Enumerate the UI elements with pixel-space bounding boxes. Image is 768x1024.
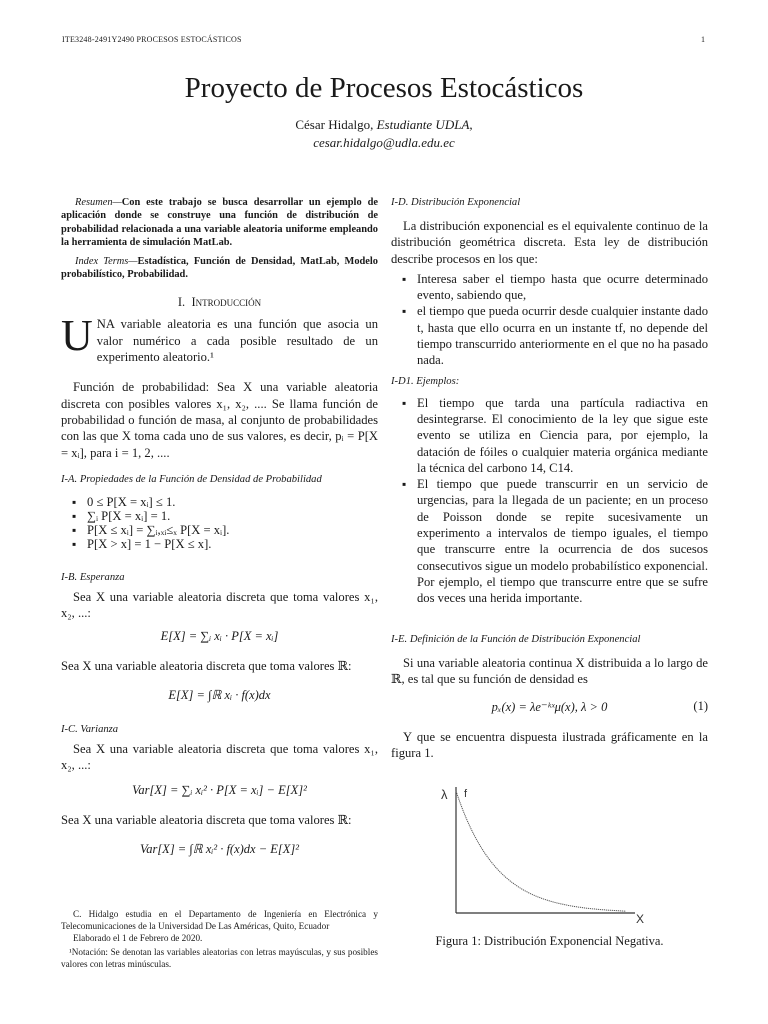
varianza-equation-1: Var[X] = ∑ᵢ xᵢ² · P[X = xᵢ] − E[X]² bbox=[132, 783, 307, 798]
footnote-notation: ¹Notación: Se denotan las variables aleatorias con letras mayúsculas, y sus posibles valores con letras minúsculas. bbox=[61, 947, 378, 969]
f-label: f bbox=[464, 788, 468, 800]
list-item: ▪ el tiempo que pueda ocurrir desde cualquier instante dado t, hasta que ello ocurra en un instante tf, no depende del tiempo transcurrido anteriormente en el que no ha pasado nada. bbox=[397, 303, 708, 368]
footnotes bbox=[61, 908, 378, 970]
list-item: ▪ Interesa saber el tiempo hasta que ocurre determinado evento, sabiendo que, bbox=[397, 271, 708, 304]
subsection-heading-IC: I-C. Varianza bbox=[61, 723, 119, 735]
ejemplos-list bbox=[397, 395, 708, 607]
exponential-curve bbox=[456, 791, 626, 911]
subsection-heading-ID: I-D. Distribución Exponencial bbox=[391, 197, 521, 208]
subsection-heading-IB: I-B. Esperanza bbox=[61, 571, 125, 583]
list-item: ▪ ∑ᵢ P[X = xᵢ] = 1. bbox=[67, 509, 378, 523]
subsection-heading-IE: I-E. Definición de la Función de Distribución Exponencial bbox=[391, 633, 641, 645]
abstract-text: Con este trabajo se busca desarrollar un ejemplo de aplicación donde se construye una función de distribución de probabilidad relacionada a una variable aleatoria uniforme empleando la herramienta de simulación MatLab. bbox=[61, 197, 378, 249]
definicion-equation-row bbox=[391, 699, 708, 717]
esperanza-text-1: Sea X una variable aleatoria discreta que toma valores x₁, x₂, ...: bbox=[61, 589, 378, 621]
abstract-label: Resumen— bbox=[75, 197, 122, 208]
section-heading-intro bbox=[61, 295, 378, 310]
running-head: ITE3248-2491Y2490 PROCESOS ESTOCÁSTICOS bbox=[62, 35, 242, 44]
intro-paragraph-1 bbox=[61, 311, 378, 365]
definicion-text-1: Si una variable aleatoria continua X distribuida a lo largo de ℝ, es tal que su función de densidad es bbox=[391, 655, 708, 686]
esperanza-equation-1: E[X] = ∑ᵢ xᵢ · P[X = xᵢ] bbox=[160, 629, 279, 644]
exponencial-list bbox=[397, 271, 708, 369]
dropcap: U bbox=[61, 311, 93, 361]
intro-paragraph-2: Función de probabilidad: Sea X una variable aleatoria discreta con posibles valores x₁, x₂, .... Se llama función de probabilidad o función de masa, al conjunto de probabilidades con las que X toma cada uno de sus valores, es decir, pᵢ = P[X = xᵢ], para i = 1, 2, .... bbox=[61, 380, 378, 460]
section-title: Introducción bbox=[191, 295, 262, 310]
x-label: X bbox=[636, 912, 645, 925]
equation-number: (1) bbox=[693, 699, 708, 714]
list-item: ▪ P[X > x] = 1 − P[X ≤ x]. bbox=[67, 537, 378, 551]
paper-title: Proyecto de Procesos Estocásticos bbox=[184, 72, 584, 104]
footnote-affiliation: C. Hidalgo estudia en el Departamento de Ingeniería en Electrónica y Telecomunicaciones de la Universidad De Las Américas, Quito, Ecuador bbox=[61, 909, 378, 931]
subsection-heading-IA: I-A. Propiedades de la Función de Densidad de Probabilidad bbox=[61, 473, 322, 485]
varianza-text-1: Sea X una variable aleatoria discreta que toma valores x₁, x₂, ...: bbox=[61, 741, 378, 772]
varianza-equation-2: Var[X] = ∫ℝ xᵢ² · f(x)dx − E[X]² bbox=[139, 841, 300, 856]
left-column bbox=[61, 196, 378, 857]
properties-list bbox=[67, 495, 378, 551]
list-item: ▪ 0 ≤ P[X = xᵢ] ≤ 1. bbox=[67, 495, 378, 509]
exponential-plot bbox=[430, 785, 660, 925]
exponencial-paragraph: La distribución exponencial es el equivalente continuo de la distribución geométrica discreta. Esta ley de distribución describe procesos en los que: bbox=[391, 219, 708, 266]
index-terms-text: Estadística, Función de Densidad, MatLab, Modelo probabilístico, Probabilidad. bbox=[61, 255, 378, 281]
author-role: Estudiante UDLA, bbox=[376, 117, 473, 132]
lambda-label: λ bbox=[441, 787, 448, 802]
index-terms-label: Index Terms— bbox=[75, 255, 138, 267]
list-item: ▪ El tiempo que puede transcurrir en un servicio de urgencias, para la llegada de un paciente; en un proceso de Poisson donde se repite sucesivamente un experimento a intervalos de tiempo iguales, el tiempo que transcurre entre la ocurrencia de dos sucesos consecutivos sigue un modelo probabilístico exponencial. Por ejemplo, el tiempo que transcurre entre que se sufre dos veces una herida importante. bbox=[397, 476, 708, 606]
figure-caption: Figura 1: Distribución Exponencial Negativa. bbox=[435, 934, 664, 948]
abstract bbox=[61, 196, 378, 250]
page-number: 1 bbox=[701, 35, 706, 44]
index-terms bbox=[61, 255, 378, 282]
author-name: César Hidalgo, bbox=[295, 117, 374, 132]
section-number: I. bbox=[177, 295, 186, 310]
list-item: ▪ P[X ≤ xᵢ] = ∑ᵢ,ₓᵢ≤ₓ P[X = xᵢ]. bbox=[67, 523, 378, 537]
author-block bbox=[0, 116, 768, 152]
footnote-date: Elaborado el 1 de Febrero de 2020. bbox=[73, 933, 203, 943]
figure-1 bbox=[430, 785, 660, 925]
definicion-text-2: Y que se encuentra dispuesta ilustrada gráficamente en la figura 1. bbox=[391, 730, 708, 761]
esperanza-equation-2: E[X] = ∫ℝ xᵢ · f(x)dx bbox=[168, 687, 271, 702]
varianza-text-2: Sea X una variable aleatoria discreta que toma valores ℝ: bbox=[61, 813, 352, 828]
subsection-heading-ID1: I-D1. Ejemplos: bbox=[391, 375, 460, 387]
author-email: cesar.hidalgo@udla.edu.ec bbox=[313, 135, 455, 150]
list-item: ▪ El tiempo que tarda una partícula radiactiva en desintegrarse. El conocimiento de la ley que sigue este evento se utiliza en Ciencia para, por ejemplo, la datación de fóiles o cualquier materia orgánica mediante la técnica del carbono 14, C14. bbox=[397, 395, 708, 476]
definicion-equation: pₓ(x) = λe⁻ᵏˣμ(x), λ > 0 bbox=[491, 700, 608, 715]
right-column bbox=[391, 196, 708, 762]
esperanza-text-2: Sea X una variable aleatoria discreta que toma valores ℝ: bbox=[61, 659, 352, 674]
intro-text: NA variable aleatoria es una función que asocia un valor numérico a cada posible resultado de un experimento aleatorio.¹ bbox=[96, 317, 378, 365]
